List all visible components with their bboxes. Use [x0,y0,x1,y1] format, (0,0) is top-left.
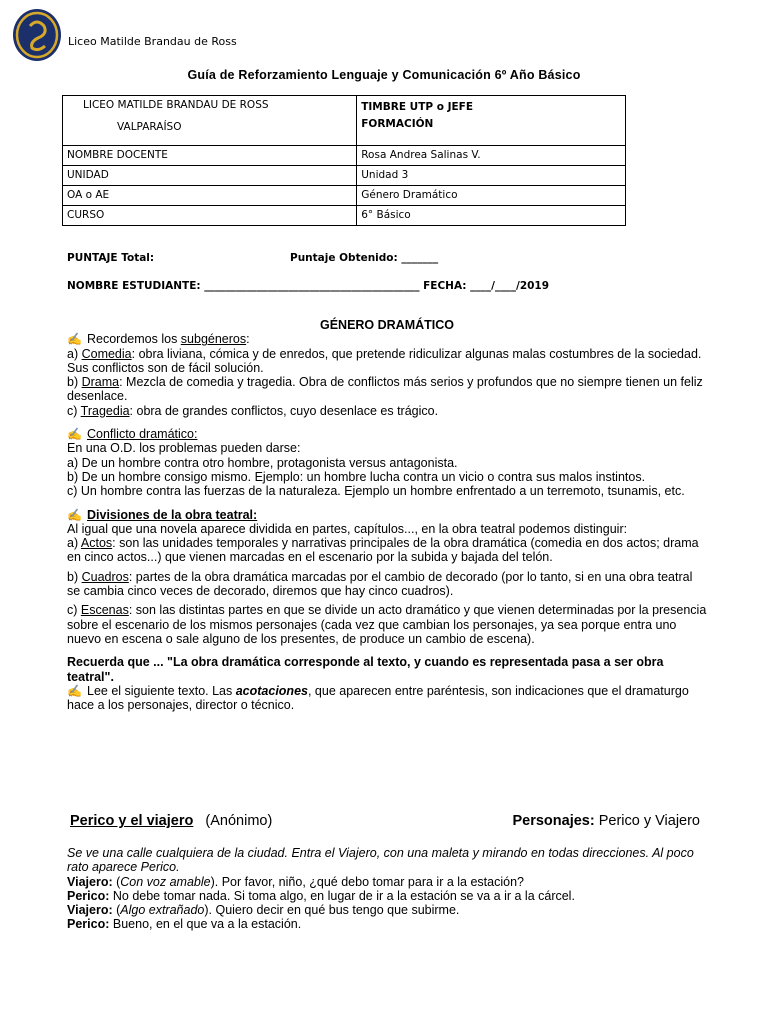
row-value: Rosa Andrea Salinas V. [357,146,626,166]
conflicto-c: c) Un hombre contra las fuerzas de la naturaleza. Ejemplo un hombre enfrentado a un terremoto, tsunamis, etc. [67,484,685,499]
row-value: 6° Básico [357,206,626,226]
subgeneros-intro: ✍ Recordemos los subgéneros: [67,332,250,347]
school-name: Liceo Matilde Brandau de Ross [68,35,237,48]
writing-hand-icon: ✍ [67,332,82,347]
info-table [62,95,626,226]
play-title-group [70,813,272,829]
row-label: CURSO [63,206,357,226]
subgenero-tragedia: c) Tragedia: obra de grandes conflictos, cuyo desenlace es trágico. [67,403,439,418]
stamp-cell [357,96,626,146]
stamp-line1: TIMBRE UTP o JEFE [361,101,474,113]
student-name-line: NOMBRE ESTUDIANTE: _________________________________________ FECHA: ____/____/2019 [67,280,550,292]
stamp-line2: FORMACIÓN [361,118,434,130]
puntaje-obtenido: Puntaje Obtenido: _______ [290,252,439,264]
divisiones-title: ✍ Divisiones de la obra teatral: [67,507,258,522]
guide-title: Guía de Reforzamiento Lenguaje y Comunicación 6º Año Básico [187,68,581,82]
subgenero-comedia: a) Comedia: obra liviana, cómica y de enredos, que pretende ridiculizar algunas malas costumbres de la sociedad. Sus conflictos son de fácil solución. [67,346,702,375]
division-escenas: c) Escenas: son las distintas partes en que se divide un acto dramático y que vienen determinadas por la presencia sobre el escenario de los mismos personajes (cada vez que cambian los personajes, ya sea porque entra uno nuevo en escena o sale alguno de los presentes, de produce un cambio de escena). [67,603,707,646]
conflicto-b: b) De un hombre consigo mismo. Ejemplo: un hombre lucha contra un vicio o contra sus malos instintos. [67,469,646,484]
puntaje-total: PUNTAJE Total: [67,252,155,264]
division-actos: a) Actos: son las unidades temporales y narrativas principales de la obra dramática (comedia en dos actos; drama en cinco actos...) que vienen marcadas en el escenario por la subida y bajada del telón. [67,536,699,565]
play-author: (Anónimo) [205,813,273,829]
conflicto-a: a) De un hombre contra otro hombre, protagonista versus antagonista. [67,455,458,470]
row-label: OA o AE [63,186,357,206]
stage-direction: Se ve una calle cualquiera de la ciudad. Entra el Viajero, con una maleta y mirando en todas direcciones. Al poco rato aparece Perico. [67,846,694,875]
play-title: Perico y el viajero [70,813,194,829]
dialogue-line: Perico: Bueno, en el que va a la estación. [67,917,302,932]
division-cuadros: b) Cuadros: partes de la obra dramática marcadas por el cambio de decorado (por lo tanto, si en una obra teatral se cambia cinco veces de decorado, diremos que hay cinco cuadros). [67,569,693,599]
main-content [67,318,707,712]
section-title: GÉNERO DRAMÁTICO [319,318,455,332]
conflicto-intro: En una O.D. los problemas pueden darse: [67,441,301,456]
subgenero-drama: b) Drama: Mezcla de comedia y tragedia. Obra de conflictos más serios y profundos que no siempre tienen un feliz desenlace. [67,375,703,404]
divisiones-intro: Al igual que una novela aparece dividida en partes, capítulos..., en la obra teatral podemos distinguir: [67,521,628,536]
school-logo [12,8,62,62]
conflicto-title: ✍ Conflicto dramático: [67,427,198,442]
writing-hand-icon: ✍ [67,683,82,698]
play-characters: Personajes: Perico y Viajero [512,813,700,829]
play-script [67,846,707,932]
dialogue-line: Viajero: (Algo extrañado). Quiero decir en qué bus tengo que subirme. [67,903,460,918]
row-label: UNIDAD [63,166,357,186]
writing-hand-icon: ✍ [67,427,82,442]
school-cell [63,96,357,146]
dialogue-line: Viajero: (Con voz amable). Por favor, niño, ¿qué debo tomar para ir a la estación? [67,874,524,889]
lee-instruction: ✍ Lee el siguiente texto. Las acotaciones, que aparecen entre paréntesis, son indicaciones que el dramaturgo hace a los personajes, director o técnico. [67,683,689,713]
dialogue-line: Perico: No debe tomar nada. Si toma algo, en lugar de ir a la estación se va a ir a la cárcel. [67,888,575,903]
recuerda-note: Recuerda que ... "La obra dramática corresponde al texto, y cuando es representada pasa a ser obra teatral". [67,655,664,684]
writing-hand-icon: ✍ [67,507,82,522]
school-upper: LICEO MATILDE BRANDAU DE ROSS [83,99,269,111]
city: VALPARAÍSO [117,121,182,133]
row-value: Género Dramático [357,186,626,206]
row-value: Unidad 3 [357,166,626,186]
row-label: NOMBRE DOCENTE [63,146,357,166]
